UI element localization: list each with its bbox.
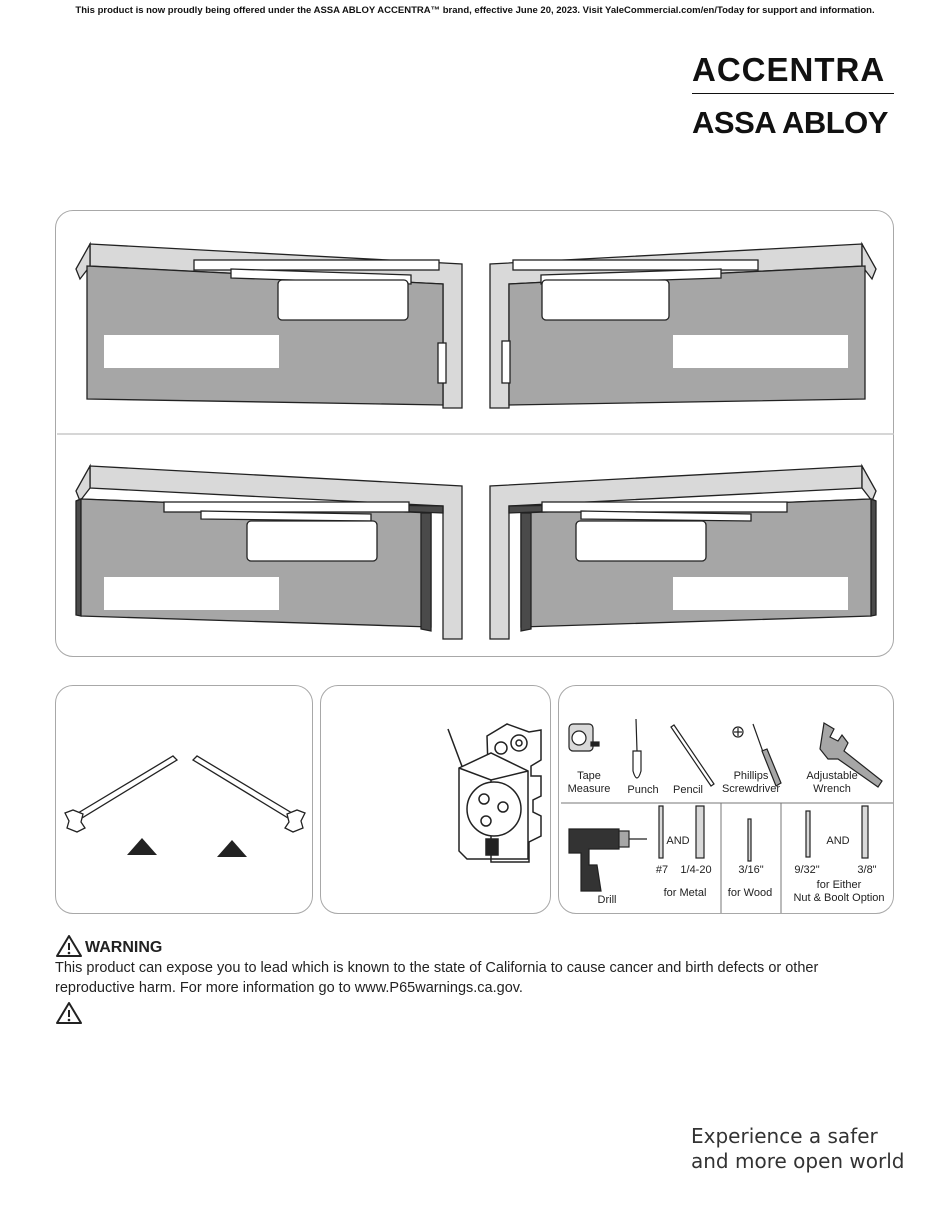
punch-label: Punch <box>627 784 659 796</box>
brand-notice: This product is now proudly being offered under the ASSA ABLOY ACCENTRA™ brand, effective June 20, 2023. Visit YaleCommercial.com/en/Today for support and information. <box>75 5 875 16</box>
bit-9-32-label: 9/32" <box>794 864 820 876</box>
pencil-icon <box>671 725 714 786</box>
bit-7-label: #7 <box>655 864 669 876</box>
accentra-logo <box>692 52 894 140</box>
logo-parent-text: ASSA ABLOY <box>692 105 888 140</box>
logo-brand-text: ACCENTRA <box>692 51 886 88</box>
bit-3-8-label: 3/8" <box>857 864 877 876</box>
left-triangle-icon <box>127 838 157 855</box>
warning-text: This product can expose you to lead which is known to the state of California to cause cancer and birth defects or other reproductive harm. For more information go to www.P65warnings.ca.gov. <box>55 960 819 996</box>
drill-bit-icons <box>659 806 868 861</box>
regular-arm-left-door-diagram <box>76 244 462 408</box>
warning-icon <box>55 1001 83 1025</box>
punch-icon <box>633 719 641 778</box>
for-wood-label: for Wood <box>727 887 773 899</box>
arm-hand-diagram <box>56 686 314 915</box>
parallel-arm-left-door-diagram <box>76 466 462 639</box>
phillips-screwdriver-label: Phillips Screwdriver <box>721 770 781 795</box>
drill-icon <box>569 829 647 891</box>
right-triangle-icon <box>217 840 247 857</box>
bit-3-16-label: 3/16" <box>738 864 764 876</box>
and-label-either: AND <box>826 835 850 847</box>
closer-detail-panel <box>320 685 551 914</box>
tape-measure-label: Tape Measure <box>567 770 611 795</box>
and-label-metal: AND <box>666 835 690 847</box>
logo-divider <box>692 93 894 94</box>
adjustable-wrench-label: Adjustable Wrench <box>806 770 858 795</box>
for-either-label: for Either Nut & Boolt Option <box>793 879 885 904</box>
warning-icon <box>55 934 83 958</box>
regular-arm-right-door-diagram <box>490 244 876 408</box>
drill-label: Drill <box>597 894 617 906</box>
pencil-label: Pencil <box>673 784 703 796</box>
brand-tagline: Experience a safer and more open world <box>691 1124 905 1173</box>
mounting-diagrams <box>56 211 895 658</box>
for-metal-label: for Metal <box>663 887 707 899</box>
arm-diagram-panel <box>55 685 313 914</box>
mounting-applications-panel <box>55 210 894 657</box>
warning-title: WARNING <box>85 939 163 956</box>
tools-panel <box>558 685 894 914</box>
closer-body-detail <box>321 686 552 915</box>
bit-1-4-20-label: 1/4-20 <box>680 864 712 876</box>
parallel-arm-right-door-diagram <box>490 466 876 639</box>
tape-measure-icon <box>569 724 599 751</box>
